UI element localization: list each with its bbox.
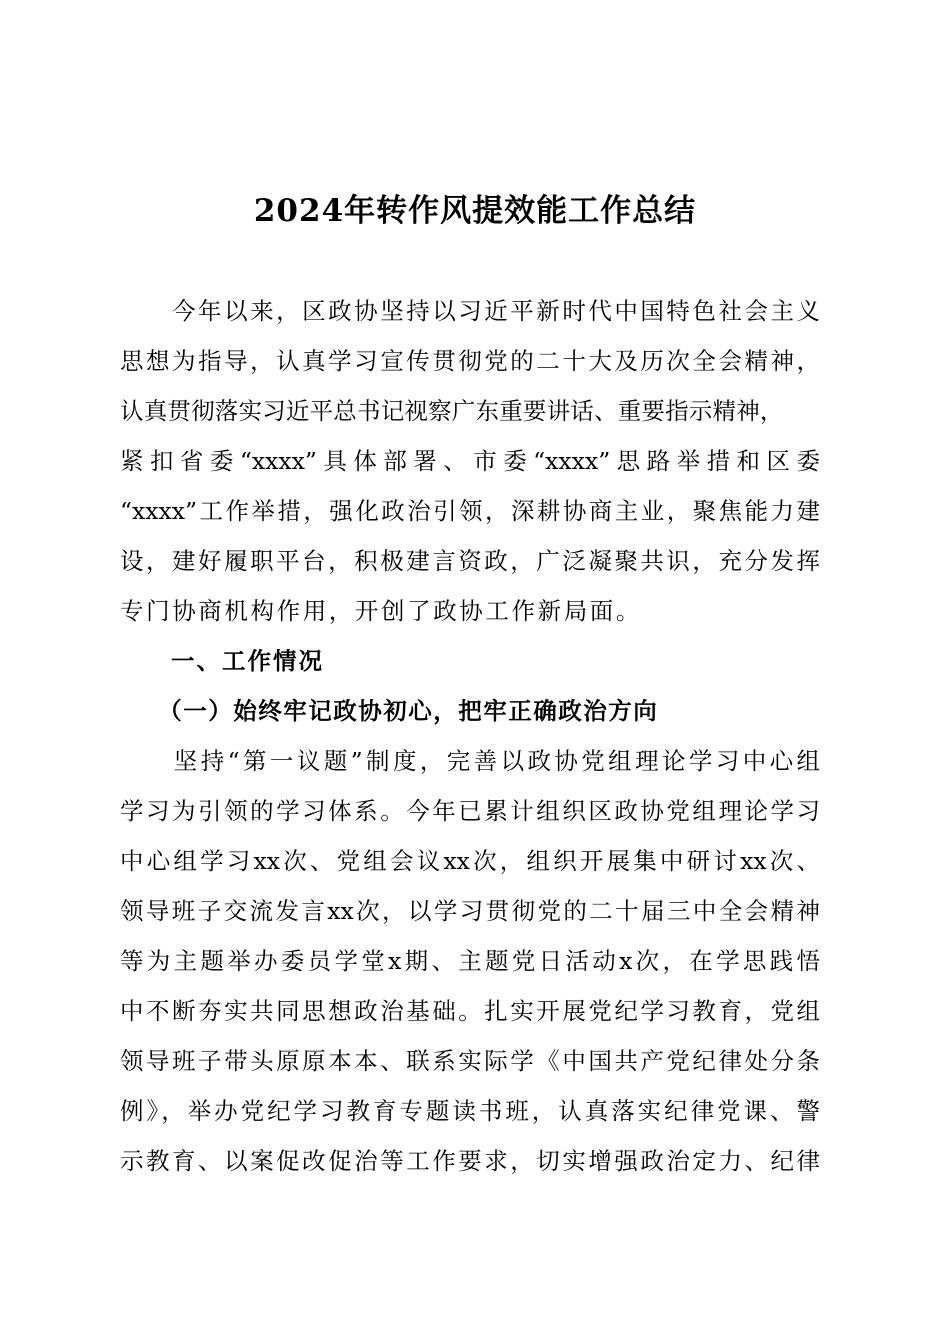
- paragraph-line: 专门协商机构作用，开创了政协工作新局面。: [120, 597, 642, 625]
- paragraph-line: 认真贯彻落实习近平总书记视察广东重要讲话、重要指示精神，: [120, 397, 784, 425]
- paragraph-line: 学习为引领的学习体系。今年已累计组织区政协党组理论学习: [120, 797, 820, 825]
- document-title: 2024年转作风提效能工作总结: [253, 193, 697, 229]
- paragraph-line: 中不断夯实共同思想政治基础。扎实开展党纪学习教育，党组: [120, 997, 820, 1025]
- paragraph-line: 中心组学习xx次、党组会议xx次，组织开展集中研讨xx次、: [120, 847, 820, 875]
- paragraph-line: 例》，举办党纪学习教育专题读书班，认真落实纪律党课、警: [120, 1097, 820, 1125]
- paragraph-line: 紧扣省委“xxxx”具体部署、市委“xxxx”思路举措和区委: [120, 447, 820, 475]
- subsection-heading: （一）始终牢记政协初心，把牢正确政治方向: [120, 697, 659, 725]
- paragraph-line: 等为主题举办委员学堂x期、主题党日活动x次，在学思践悟: [120, 947, 820, 975]
- paragraph-line: 示教育、以案促改促治等工作要求，切实增强政治定力、纪律: [120, 1147, 820, 1175]
- paragraph-line: 领导班子交流发言xx次，以学习贯彻党的二十届三中全会精神: [120, 897, 820, 925]
- paragraph-line: 设，建好履职平台，积极建言资政，广泛凝聚共识，充分发挥: [120, 547, 820, 575]
- paragraph-line: 坚持“第一议题”制度，完善以政协党组理论学习中心组: [120, 747, 820, 775]
- section-heading: 一、工作情况: [120, 647, 324, 675]
- paragraph-line: 今年以来，区政协坚持以习近平新时代中国特色社会主义: [120, 297, 820, 325]
- paragraph-line: 思想为指导，认真学习宣传贯彻党的二十大及历次全会精神，: [120, 347, 820, 375]
- paragraph-line: 领导班子带头原原本本、联系实际学《中国共产党纪律处分条: [120, 1047, 820, 1075]
- paragraph-line: “xxxx”工作举措，强化政治引领，深耕协商主业，聚焦能力建: [120, 497, 820, 525]
